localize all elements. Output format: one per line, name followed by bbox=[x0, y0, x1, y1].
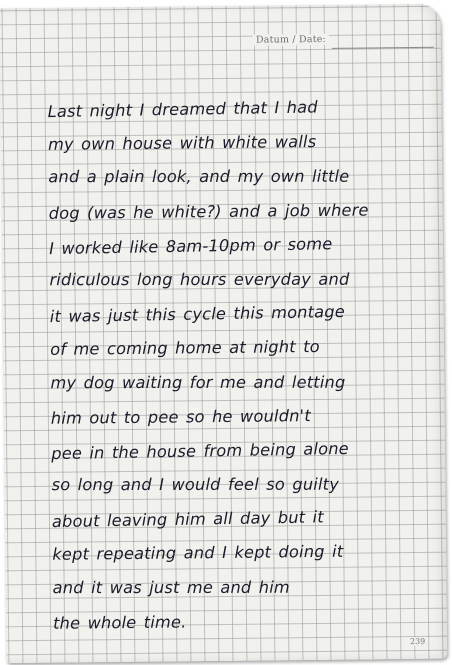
date-label: Datum / Date: bbox=[253, 34, 329, 46]
handwritten-line: my dog waiting for me and letting bbox=[50, 372, 346, 392]
handwritten-line: dog (was he white?) and a job where bbox=[48, 200, 369, 223]
handwritten-line: kept repeating and I kept doing it bbox=[52, 542, 344, 565]
handwritten-entry bbox=[47, 90, 425, 641]
date-entry-line bbox=[332, 47, 434, 49]
handwritten-line: and a plain look, and my own little bbox=[48, 167, 350, 187]
handwritten-line: Last night I dreamed that I had bbox=[47, 97, 318, 122]
handwritten-line: so long and I would feel so guilty bbox=[51, 474, 340, 495]
handwritten-line: him out to pee so he wouldn't bbox=[50, 405, 311, 428]
handwritten-line: of me coming home at night to bbox=[50, 337, 320, 360]
handwritten-line: pee in the house from being alone bbox=[51, 438, 350, 463]
handwritten-line: ridiculous long hours everyday and bbox=[49, 269, 350, 290]
handwritten-line: and it was just me and him bbox=[52, 577, 290, 597]
handwritten-line: it was just this cycle this montage bbox=[49, 302, 346, 327]
page-number: 239 bbox=[409, 636, 426, 647]
handwritten-line: the whole time. bbox=[52, 612, 187, 633]
handwritten-line: my own house with white walls bbox=[47, 132, 317, 155]
handwritten-line: about leaving him all day but it bbox=[51, 507, 325, 532]
notebook-page bbox=[0, 4, 447, 664]
handwritten-line: I worked like 8am-10pm or some bbox=[48, 233, 333, 258]
